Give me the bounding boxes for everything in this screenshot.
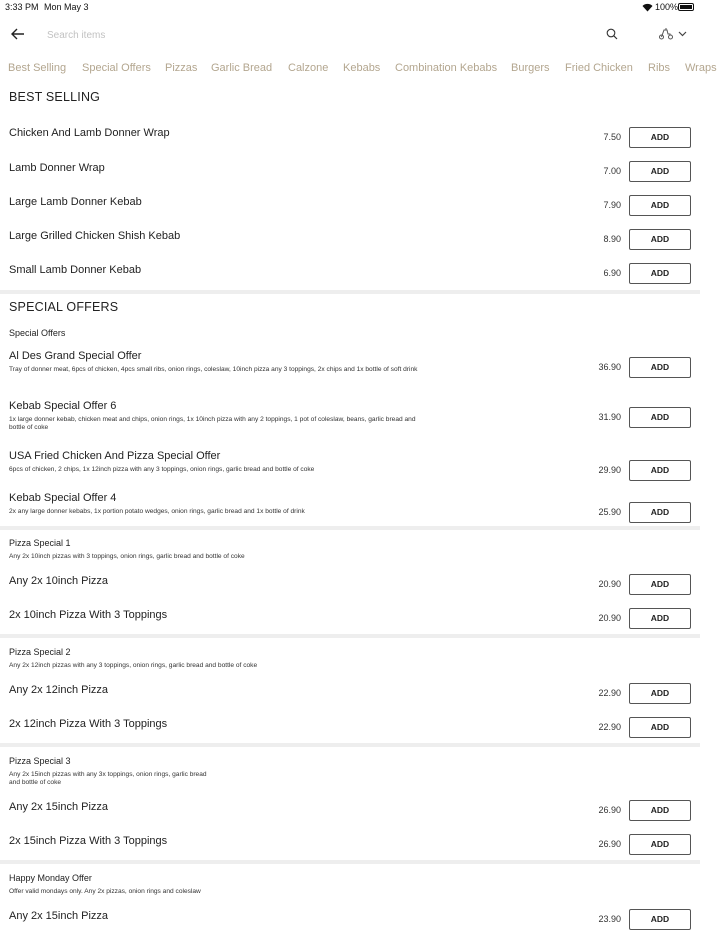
item-name: Al Des Grand Special Offer <box>9 349 142 362</box>
item-price: 25.90 <box>598 506 621 517</box>
section-divider <box>0 743 700 747</box>
add-button[interactable]: ADD <box>629 683 691 704</box>
item-name: USA Fried Chicken And Pizza Special Offer <box>9 449 221 462</box>
add-button[interactable]: ADD <box>629 834 691 855</box>
add-button[interactable]: ADD <box>629 195 691 216</box>
add-button[interactable]: ADD <box>629 460 691 481</box>
item-name: Any 2x 15inch Pizza <box>9 909 109 922</box>
tab-burgers[interactable]: Burgers <box>511 62 550 74</box>
item-name: Small Lamb Donner Kebab <box>9 263 142 276</box>
group-heading: Pizza Special 1 <box>9 537 71 548</box>
battery-icon <box>678 3 694 11</box>
tab-wraps[interactable]: Wraps <box>685 62 717 74</box>
item-price: 26.90 <box>598 838 621 849</box>
group-heading: Special Offers <box>9 327 66 338</box>
tab-ribs[interactable]: Ribs <box>648 62 671 74</box>
item-name: Large Lamb Donner Kebab <box>9 195 142 208</box>
add-button[interactable]: ADD <box>629 608 691 629</box>
section-title: SPECIAL OFFERS <box>9 300 119 314</box>
delivery-mode-dropdown[interactable] <box>658 27 687 40</box>
group-heading: Pizza Special 3 <box>9 755 71 766</box>
add-button[interactable]: ADD <box>629 574 691 595</box>
item-name: Any 2x 10inch Pizza <box>9 574 109 587</box>
item-price: 23.90 <box>598 913 621 924</box>
section-divider <box>0 634 700 638</box>
add-button[interactable]: ADD <box>629 127 691 148</box>
item-price: 7.00 <box>603 165 621 176</box>
item-price: 36.90 <box>598 361 621 372</box>
item-price: 20.90 <box>598 578 621 589</box>
item-price: 7.50 <box>603 131 621 142</box>
group-description: Any 2x 15inch pizzas with any 3x toppings, onion rings, garlic bread and bottle of coke <box>9 771 207 786</box>
add-button[interactable]: ADD <box>629 357 691 378</box>
group-heading: Pizza Special 2 <box>9 646 71 657</box>
tab-best-selling[interactable]: Best Selling <box>8 62 67 74</box>
item-price: 8.90 <box>603 233 621 244</box>
group-heading: Happy Monday Offer <box>9 872 92 883</box>
add-button[interactable]: ADD <box>629 407 691 428</box>
tab-kebabs[interactable]: Kebabs <box>343 62 381 74</box>
tab-fried-chicken[interactable]: Fried Chicken <box>565 62 633 74</box>
item-price: 7.90 <box>603 199 621 210</box>
group-description: Offer valid mondays only. Any 2x pizzas, onion rings and coleslaw <box>9 888 201 895</box>
chevron-down-icon <box>678 31 687 37</box>
item-description: 1x large donner kebab, chicken meat and chips, onion rings, 1x 10inch pizza with any 2 toppings, 1 pot of coleslaw, beans, garlic bread and bottle of coke <box>9 416 416 431</box>
section-title: BEST SELLING <box>9 90 101 104</box>
add-button[interactable]: ADD <box>629 263 691 284</box>
section-divider <box>0 860 700 864</box>
item-price: 26.90 <box>598 804 621 815</box>
item-name: Large Grilled Chicken Shish Kebab <box>9 229 181 242</box>
item-name: Kebab Special Offer 4 <box>9 491 117 504</box>
item-name: 2x 15inch Pizza With 3 Toppings <box>9 834 168 847</box>
wifi-icon <box>642 3 653 12</box>
item-price: 22.90 <box>598 687 621 698</box>
add-button[interactable]: ADD <box>629 229 691 250</box>
item-name: Chicken And Lamb Donner Wrap <box>9 126 170 139</box>
add-button[interactable]: ADD <box>629 717 691 738</box>
item-description: 2x any large donner kebabs, 1x portion potato wedges, onion rings, garlic bread and 1x bottle of drink <box>9 508 305 515</box>
item-price: 20.90 <box>598 612 621 623</box>
add-button[interactable]: ADD <box>629 161 691 182</box>
tab-calzone[interactable]: Calzone <box>288 62 329 74</box>
tab-special-offers[interactable]: Special Offers <box>82 62 151 74</box>
item-name: 2x 12inch Pizza With 3 Toppings <box>9 717 168 730</box>
search-input[interactable] <box>47 27 587 43</box>
section-divider <box>0 290 700 294</box>
item-name: Any 2x 12inch Pizza <box>9 683 109 696</box>
item-name: Lamb Donner Wrap <box>9 161 105 174</box>
tab-garlic-bread[interactable]: Garlic Bread <box>211 62 273 74</box>
item-price: 31.90 <box>598 411 621 422</box>
search-icon[interactable] <box>606 28 618 40</box>
status-date: Mon May 3 <box>44 2 89 12</box>
add-button[interactable]: ADD <box>629 800 691 821</box>
item-description: 6pcs of chicken, 2 chips, 1x 12inch pizza with any 3 toppings, onion rings, garlic bread and bottle of coke <box>9 466 315 473</box>
battery-percent: 100% <box>655 2 679 12</box>
item-description: Tray of donner meat, 6pcs of chicken, 4pcs small ribs, onion rings, coleslaw, 10inch pizza any 3 toppings, 2x chips and 1x bottle of soft drink <box>9 366 418 373</box>
add-button[interactable]: ADD <box>629 502 691 523</box>
item-name: Kebab Special Offer 6 <box>9 399 117 412</box>
add-button[interactable]: ADD <box>629 909 691 930</box>
group-description: Any 2x 10inch pizzas with 3 toppings, onion rings, garlic bread and bottle of coke <box>9 553 245 560</box>
section-divider <box>0 526 700 530</box>
item-name: Any 2x 15inch Pizza <box>9 800 109 813</box>
tab-combination-kebabs[interactable]: Combination Kebabs <box>395 62 498 74</box>
status-time: 3:33 PM <box>5 2 39 12</box>
tab-pizzas[interactable]: Pizzas <box>165 62 198 74</box>
scooter-icon <box>658 27 674 40</box>
arrow-left-icon[interactable] <box>11 28 25 40</box>
item-price: 29.90 <box>598 464 621 475</box>
group-description: Any 2x 12inch pizzas with any 3 toppings, onion rings, garlic bread and bottle of coke <box>9 662 258 669</box>
item-name: 2x 10inch Pizza With 3 Toppings <box>9 608 168 621</box>
item-price: 6.90 <box>603 267 621 278</box>
item-price: 22.90 <box>598 721 621 732</box>
